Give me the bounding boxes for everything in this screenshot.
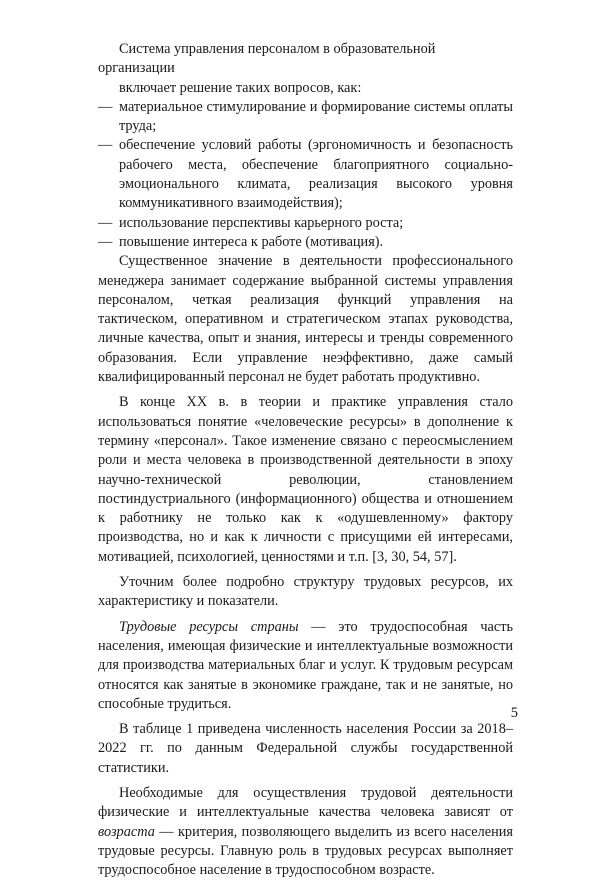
list-item-text: повышение интереса к работе (мотивация). (119, 233, 384, 250)
list-item-text: использование перспективы карьерного роста; (119, 214, 404, 231)
age-text-end: — критерия, позволяющего выделить из всего населения трудовые ресурсы. Главную роль в трудовых ресурсах выполняет трудоспособное население в трудоспособном возрасте. (98, 823, 513, 879)
paragraph-labor-resources-definition (98, 618, 513, 714)
list-dash: — (98, 233, 113, 250)
list-item-text: материальное стимулирование и формирование системы оплаты труда; (119, 98, 513, 135)
list-dash: — (98, 214, 113, 231)
term-age: возраста (98, 823, 155, 840)
list-dash: — (98, 98, 113, 115)
text-body (98, 40, 513, 880)
list-item (98, 233, 513, 252)
list-item (98, 98, 513, 137)
paragraph-human-resources: В конце XX в. в теории и практике управления стало использоваться понятие «человеческие ресурсы» в дополнение к термину «персонал». Такое изменение связано с переосмыслением роли и места человека в производственной деятельности в эпоху научно-технической революции, становлением постиндустриального (информационного) общества и отношением к работнику не только как к «одушевленному» фактору производства, но и как к личности с присущими ей интересами, мотивацией, психологией, ценностями и т.п. [3, 30, 54, 57]. (98, 394, 513, 565)
paragraph-age-criterion (98, 784, 513, 880)
list-item (98, 214, 513, 233)
age-text-start: Необходимые для осуществления трудовой деятельности физические и интеллектуальные качества человека зависят от (98, 784, 513, 821)
topics-list (98, 98, 513, 252)
term-labor-resources: Трудовые ресурсы страны (119, 618, 299, 635)
intro-line-1: Система управления персоналом в образовательной организации (98, 41, 436, 77)
list-item (98, 136, 513, 213)
paragraph-structure: Уточним более подробно структуру трудовых ресурсов, их характеристику и показатели. (98, 574, 513, 610)
page-number: 5 (510, 705, 518, 721)
intro-line-2: включает решение таких вопросов, как: (119, 79, 362, 96)
list-dash: — (98, 137, 113, 154)
paragraph-management-significance: Существенное значение в деятельности профессионального менеджера занимает содержание выбранной системы управления персоналом, четкая реализация функций управления на тактическом, оперативном и стратегическом этапах руководства, личные качества, опыт и знания, интересы и тренды современного образования. Если управление неэффективно, даже самый квалифицированный персонал не будет работать продуктивно. (98, 253, 513, 386)
list-item-text: обеспечение условий работы (эргономичность и безопасность рабочего места, обеспечение благоприятного социально-эмоционального климата, реализация высокого уровня коммуникативного взаимодействия); (119, 137, 513, 212)
definition-text: — это трудоспособная часть населения, имеющая физические и интеллектуальные возможности для производства материальных благ и услуг. К трудовым ресурсам относятся как занятые в экономике граждане, так и не занятые, но способные трудиться. (98, 618, 513, 712)
paragraph-table-reference: В таблице 1 приведена численность населения России за 2018–2022 гг. по данным Федеральной службы государственной статистики. (98, 721, 513, 776)
